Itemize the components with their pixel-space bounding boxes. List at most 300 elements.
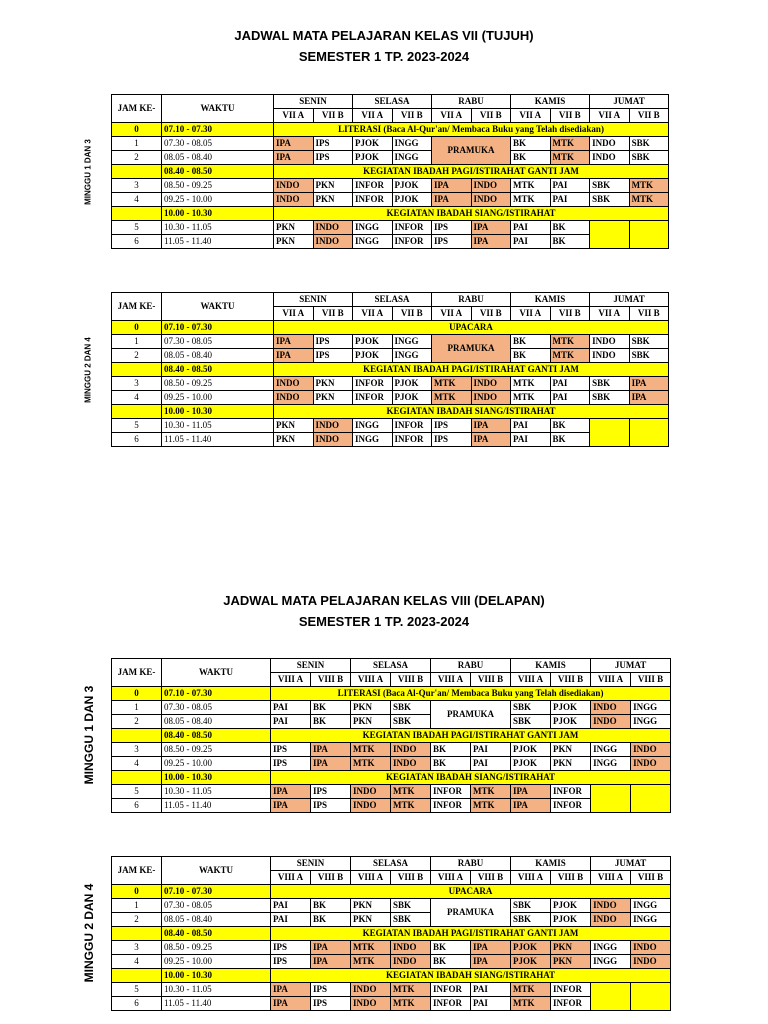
jam-cell: 3 (112, 179, 162, 193)
empty-cell (629, 419, 669, 447)
day-header: SENIN (274, 293, 353, 307)
subject-cell: PKN (313, 179, 353, 193)
section-title: JADWAL MATA PELAJARAN KELAS VIII (DELAPAN) (223, 593, 545, 608)
waktu-cell: 10.30 - 11.05 (162, 419, 274, 433)
table-row (112, 715, 671, 729)
subject-cell: BK (431, 743, 471, 757)
subject-cell: PJOK (551, 715, 591, 729)
subject-cell: MTK (629, 193, 669, 207)
subject-cell: INGG (392, 137, 432, 151)
table-row (112, 785, 671, 799)
opening-band: LITERASI (Baca Al-Qur'an/ Membaca Buku yang Telah disediakan) (274, 123, 669, 137)
class-header: VII B (392, 307, 432, 321)
subject-cell: MTK (511, 193, 551, 207)
class-header: VII B (629, 307, 669, 321)
subject-cell: IPA (471, 955, 511, 969)
subject-cell: SBK (629, 151, 669, 165)
jam-cell: 5 (112, 221, 162, 235)
table-row (112, 207, 669, 221)
subject-cell: IPA (471, 419, 511, 433)
subject-cell: IPA (271, 997, 311, 1011)
subject-cell: MTK (471, 799, 511, 813)
waktu-cell: 10.00 - 10.30 (162, 207, 274, 221)
subject-cell: PKN (351, 701, 391, 715)
subject-cell: MTK (550, 349, 590, 363)
subject-cell: BK (511, 349, 551, 363)
subject-cell: IPS (432, 235, 472, 249)
class-header: VIII A (511, 871, 551, 885)
subject-cell: MTK (391, 799, 431, 813)
table-row (112, 151, 669, 165)
week-label: MINGGU 2 DAN 4 (82, 883, 96, 983)
subject-cell: SBK (629, 349, 669, 363)
table-row (112, 377, 669, 391)
subject-cell: INDO (313, 433, 353, 447)
subject-cell: INDO (274, 377, 314, 391)
jam-cell: 4 (112, 391, 162, 405)
subject-cell: PKN (313, 193, 353, 207)
subject-cell: PAI (511, 433, 551, 447)
jam-cell: 5 (112, 785, 162, 799)
subject-cell: IPS (271, 941, 311, 955)
subject-cell: MTK (511, 983, 551, 997)
class-header: VIII A (271, 871, 311, 885)
waktu-cell: 08.05 - 08.40 (162, 715, 271, 729)
subject-cell: MTK (391, 997, 431, 1011)
jam-cell: 0 (112, 123, 162, 137)
day-header: RABU (431, 659, 511, 673)
subject-cell: INDO (590, 151, 630, 165)
subject-cell: INGG (631, 715, 671, 729)
subject-cell: INGG (392, 349, 432, 363)
empty-cell (590, 419, 630, 447)
subject-cell: INDO (391, 757, 431, 771)
subject-cell: INGG (353, 235, 393, 249)
subject-cell: SBK (629, 137, 669, 151)
break-band: KEGIATAN IBADAH SIANG/ISTIRAHAT (271, 969, 671, 983)
subject-cell: PAI (271, 899, 311, 913)
empty-cell (591, 785, 631, 813)
subject-cell: INDO (631, 941, 671, 955)
subject-cell: SBK (511, 715, 551, 729)
jam-cell: 5 (112, 419, 162, 433)
waktu-cell: 09.25 - 10.00 (162, 757, 271, 771)
subject-cell: BK (311, 913, 351, 927)
subject-cell: INGG (631, 913, 671, 927)
table-row (112, 137, 669, 151)
subject-cell: PJOK (353, 151, 393, 165)
subject-cell: INDO (351, 997, 391, 1011)
day-header: RABU (432, 293, 511, 307)
subject-cell: PJOK (353, 349, 393, 363)
subject-cell: PKN (551, 941, 591, 955)
jam-cell: 6 (112, 799, 162, 813)
jam-cell: 3 (112, 377, 162, 391)
subject-cell: MTK (432, 377, 472, 391)
subject-cell: MTK (511, 377, 551, 391)
subject-cell: SBK (391, 701, 431, 715)
subject-cell: BK (431, 941, 471, 955)
subject-cell: PAI (471, 757, 511, 771)
subject-cell: PAI (511, 235, 551, 249)
subject-cell: PKN (274, 419, 314, 433)
subject-cell: SBK (391, 715, 431, 729)
col-header-jam: JAM KE- (112, 293, 162, 321)
col-header-waktu: WAKTU (162, 659, 271, 687)
subject-cell: IPA (471, 941, 511, 955)
jam-cell: 2 (112, 715, 162, 729)
subject-cell: PJOK (511, 955, 551, 969)
break-band: KEGIATAN IBADAH PAGI/ISTIRAHAT GANTI JAM (274, 165, 669, 179)
subject-cell: MTK (471, 785, 511, 799)
subject-cell: PJOK (551, 899, 591, 913)
class-header: VII A (353, 109, 393, 123)
subject-cell: INDO (591, 913, 631, 927)
subject-cell: IPS (311, 799, 351, 813)
subject-cell: PJOK (551, 913, 591, 927)
table-row (112, 179, 669, 193)
class-header: VIII B (311, 871, 351, 885)
subject-cell: INGG (353, 433, 393, 447)
class-header: VII B (550, 307, 590, 321)
class-header: VII A (274, 109, 314, 123)
subject-cell: PAI (471, 743, 511, 757)
jam-cell (112, 969, 162, 983)
subject-cell: INGG (591, 941, 631, 955)
subject-cell: IPS (432, 419, 472, 433)
subject-cell: BK (550, 419, 590, 433)
subject-cell: PAI (511, 221, 551, 235)
day-header: SELASA (351, 659, 431, 673)
col-header-jam: JAM KE- (112, 95, 162, 123)
jam-cell: 1 (112, 899, 162, 913)
class-header: VII B (471, 109, 511, 123)
jam-cell: 6 (112, 235, 162, 249)
subject-cell: INDO (313, 419, 353, 433)
waktu-cell: 07.10 - 07.30 (162, 687, 271, 701)
waktu-cell: 07.10 - 07.30 (162, 885, 271, 899)
day-header: KAMIS (511, 857, 591, 871)
day-header: SELASA (351, 857, 431, 871)
subject-cell: BK (550, 433, 590, 447)
table-row (112, 391, 669, 405)
subject-cell: MTK (391, 983, 431, 997)
waktu-cell: 07.30 - 08.05 (162, 137, 274, 151)
subject-cell: PKN (274, 433, 314, 447)
waktu-cell: 10.00 - 10.30 (162, 969, 271, 983)
waktu-cell: 08.40 - 08.50 (162, 927, 271, 941)
waktu-cell: 11.05 - 11.40 (162, 433, 274, 447)
class-header: VIII A (591, 871, 631, 885)
subject-cell: INFOR (551, 785, 591, 799)
subject-cell: IPA (432, 193, 472, 207)
subject-cell: BK (311, 715, 351, 729)
subject-cell: INDO (274, 179, 314, 193)
class-header: VII B (313, 307, 353, 321)
subject-cell: INFOR (392, 235, 432, 249)
opening-band: UPACARA (274, 321, 669, 335)
class-header: VIII B (551, 871, 591, 885)
empty-cell (590, 221, 630, 249)
subject-cell: INDO (391, 955, 431, 969)
subject-cell: IPA (311, 743, 351, 757)
jam-cell (112, 405, 162, 419)
table-row (112, 193, 669, 207)
subject-cell: INDO (471, 391, 511, 405)
subject-cell: PAI (271, 701, 311, 715)
day-header: SENIN (271, 857, 351, 871)
table-row (112, 913, 671, 927)
subject-cell: MTK (351, 955, 391, 969)
subject-cell: INGG (392, 151, 432, 165)
schedule-table-vii-week13 (111, 94, 669, 249)
class-header: VII A (432, 307, 472, 321)
subject-cell: IPS (311, 997, 351, 1011)
subject-cell: IPA (511, 799, 551, 813)
table-row (112, 335, 669, 349)
subject-cell: BK (511, 335, 551, 349)
break-band: KEGIATAN IBADAH PAGI/ISTIRAHAT GANTI JAM (271, 927, 671, 941)
subject-cell: INFOR (431, 799, 471, 813)
table-row (112, 405, 669, 419)
subject-cell: MTK (550, 335, 590, 349)
subject-cell: SBK (391, 899, 431, 913)
subject-cell: PKN (274, 235, 314, 249)
break-band: KEGIATAN IBADAH PAGI/ISTIRAHAT GANTI JAM (271, 729, 671, 743)
subject-cell: BK (511, 137, 551, 151)
table-row (112, 419, 669, 433)
class-header: VIII B (631, 673, 671, 687)
waktu-cell: 11.05 - 11.40 (162, 799, 271, 813)
subject-cell: MTK (550, 151, 590, 165)
subject-cell: INGG (591, 757, 631, 771)
class-header: VII A (590, 109, 630, 123)
class-header: VIII B (391, 871, 431, 885)
pramuka-cell: PRAMUKA (431, 899, 511, 927)
subject-cell: PKN (351, 899, 391, 913)
jam-cell (112, 363, 162, 377)
waktu-cell: 10.30 - 11.05 (162, 221, 274, 235)
class-header: VIII B (471, 673, 511, 687)
class-header: VIII B (551, 673, 591, 687)
subject-cell: IPS (271, 743, 311, 757)
jam-cell: 6 (112, 997, 162, 1011)
jam-cell: 1 (112, 137, 162, 151)
week-label: MINGGU 1 DAN 3 (82, 685, 96, 785)
subject-cell: INDO (471, 377, 511, 391)
waktu-cell: 08.05 - 08.40 (162, 349, 274, 363)
waktu-cell: 07.30 - 08.05 (162, 335, 274, 349)
day-header: SENIN (274, 95, 353, 109)
table-row (112, 687, 671, 701)
subject-cell: INFOR (392, 419, 432, 433)
subject-cell: BK (311, 701, 351, 715)
subject-cell: IPA (471, 221, 511, 235)
table-row (112, 293, 669, 307)
pramuka-cell: PRAMUKA (432, 137, 511, 165)
class-header: VIII A (431, 871, 471, 885)
subject-cell: PAI (271, 715, 311, 729)
jam-cell: 2 (112, 349, 162, 363)
waktu-cell: 10.00 - 10.30 (162, 771, 271, 785)
opening-band: LITERASI (Baca Al-Qur'an/ Membaca Buku yang Telah disediakan) (271, 687, 671, 701)
subject-cell: SBK (590, 391, 630, 405)
subject-cell: IPS (271, 757, 311, 771)
jam-cell: 5 (112, 983, 162, 997)
table-row (112, 701, 671, 715)
waktu-cell: 09.25 - 10.00 (162, 193, 274, 207)
empty-cell (629, 221, 669, 249)
table-row (112, 757, 671, 771)
subject-cell: PAI (550, 377, 590, 391)
section-title: JADWAL MATA PELAJARAN KELAS VII (TUJUH) (234, 28, 534, 43)
jam-cell: 2 (112, 151, 162, 165)
subject-cell: IPA (274, 137, 314, 151)
subject-cell: PAI (550, 193, 590, 207)
subject-cell: SBK (590, 377, 630, 391)
jam-cell: 3 (112, 941, 162, 955)
subject-cell: IPS (311, 785, 351, 799)
class-header: VII B (392, 109, 432, 123)
break-band: KEGIATAN IBADAH SIANG/ISTIRAHAT (274, 405, 669, 419)
jam-cell: 1 (112, 701, 162, 715)
section-subtitle: SEMESTER 1 TP. 2023-2024 (298, 49, 470, 64)
subject-cell: INDO (313, 221, 353, 235)
jam-cell: 1 (112, 335, 162, 349)
class-header: VIII A (511, 673, 551, 687)
subject-cell: PAI (550, 179, 590, 193)
table-row (112, 433, 669, 447)
waktu-cell: 08.40 - 08.50 (162, 165, 274, 179)
col-header-waktu: WAKTU (162, 95, 274, 123)
table-row (112, 955, 671, 969)
subject-cell: INFOR (431, 785, 471, 799)
subject-cell: IPS (313, 349, 353, 363)
waktu-cell: 07.10 - 07.30 (162, 321, 274, 335)
col-header-waktu: WAKTU (162, 857, 271, 885)
jam-cell: 0 (112, 687, 162, 701)
empty-cell (631, 785, 671, 813)
subject-cell: INGG (392, 335, 432, 349)
waktu-cell: 08.05 - 08.40 (162, 151, 274, 165)
subject-cell: PKN (351, 715, 391, 729)
subject-cell: IPA (311, 955, 351, 969)
subject-cell: MTK (511, 391, 551, 405)
waktu-cell: 08.50 - 09.25 (162, 743, 271, 757)
day-header: SENIN (271, 659, 351, 673)
jam-cell: 0 (112, 885, 162, 899)
break-band: KEGIATAN IBADAH PAGI/ISTIRAHAT GANTI JAM (274, 363, 669, 377)
class-header: VII B (471, 307, 511, 321)
subject-cell: IPA (271, 785, 311, 799)
class-header: VIII A (351, 871, 391, 885)
waktu-cell: 07.30 - 08.05 (162, 899, 271, 913)
waktu-cell: 10.00 - 10.30 (162, 405, 274, 419)
subject-cell: SBK (629, 335, 669, 349)
subject-cell: INFOR (431, 983, 471, 997)
table-row (112, 321, 669, 335)
schedule-table-viii-week24 (111, 856, 671, 1011)
subject-cell: IPA (271, 799, 311, 813)
subject-cell: IPA (471, 433, 511, 447)
subject-cell: INDO (351, 983, 391, 997)
subject-cell: BK (550, 221, 590, 235)
jam-cell: 4 (112, 757, 162, 771)
subject-cell: MTK (511, 997, 551, 1011)
jam-cell: 0 (112, 321, 162, 335)
subject-cell: INDO (274, 391, 314, 405)
day-header: JUMAT (591, 659, 671, 673)
subject-cell: INFOR (353, 377, 393, 391)
subject-cell: INGG (631, 701, 671, 715)
waktu-cell: 11.05 - 11.40 (162, 235, 274, 249)
subject-cell: MTK (511, 179, 551, 193)
subject-cell: INGG (631, 899, 671, 913)
subject-cell: SBK (590, 193, 630, 207)
subject-cell: SBK (511, 913, 551, 927)
subject-cell: INDO (631, 743, 671, 757)
col-header-jam: JAM KE- (112, 659, 162, 687)
subject-cell: INDO (471, 179, 511, 193)
subject-cell: MTK (432, 391, 472, 405)
subject-cell: IPA (629, 377, 669, 391)
subject-cell: IPA (511, 785, 551, 799)
table-row (112, 997, 671, 1011)
subject-cell: INFOR (392, 221, 432, 235)
day-header: SELASA (353, 293, 432, 307)
col-header-jam: JAM KE- (112, 857, 162, 885)
table-row (112, 927, 671, 941)
table-row (112, 95, 669, 109)
table-row (112, 743, 671, 757)
subject-cell: MTK (629, 179, 669, 193)
break-band: KEGIATAN IBADAH SIANG/ISTIRAHAT (274, 207, 669, 221)
subject-cell: PJOK (392, 377, 432, 391)
pramuka-cell: PRAMUKA (431, 701, 511, 729)
jam-cell (112, 771, 162, 785)
subject-cell: BK (550, 235, 590, 249)
subject-cell: INDO (313, 235, 353, 249)
subject-cell: INDO (631, 955, 671, 969)
section-subtitle: SEMESTER 1 TP. 2023-2024 (298, 614, 470, 629)
subject-cell: PKN (351, 913, 391, 927)
subject-cell: IPS (313, 151, 353, 165)
subject-cell: SBK (590, 179, 630, 193)
subject-cell: BK (431, 757, 471, 771)
table-row (112, 941, 671, 955)
day-header: KAMIS (511, 293, 590, 307)
subject-cell: INFOR (353, 193, 393, 207)
subject-cell: INDO (590, 349, 630, 363)
week-label: MINGGU 2 DAN 4 (83, 337, 93, 403)
subject-cell: PJOK (392, 193, 432, 207)
table-row (112, 659, 671, 673)
subject-cell: IPA (471, 235, 511, 249)
break-band: KEGIATAN IBADAH SIANG/ISTIRAHAT (271, 771, 671, 785)
waktu-cell: 08.50 - 09.25 (162, 377, 274, 391)
subject-cell: PKN (551, 743, 591, 757)
subject-cell: INDO (391, 941, 431, 955)
table-row (112, 857, 671, 871)
class-header: VIII A (351, 673, 391, 687)
subject-cell: IPA (311, 941, 351, 955)
subject-cell: IPS (432, 221, 472, 235)
table-row (112, 969, 671, 983)
day-header: KAMIS (511, 95, 590, 109)
subject-cell: INDO (351, 799, 391, 813)
subject-cell: IPA (274, 349, 314, 363)
class-header: VII A (432, 109, 472, 123)
